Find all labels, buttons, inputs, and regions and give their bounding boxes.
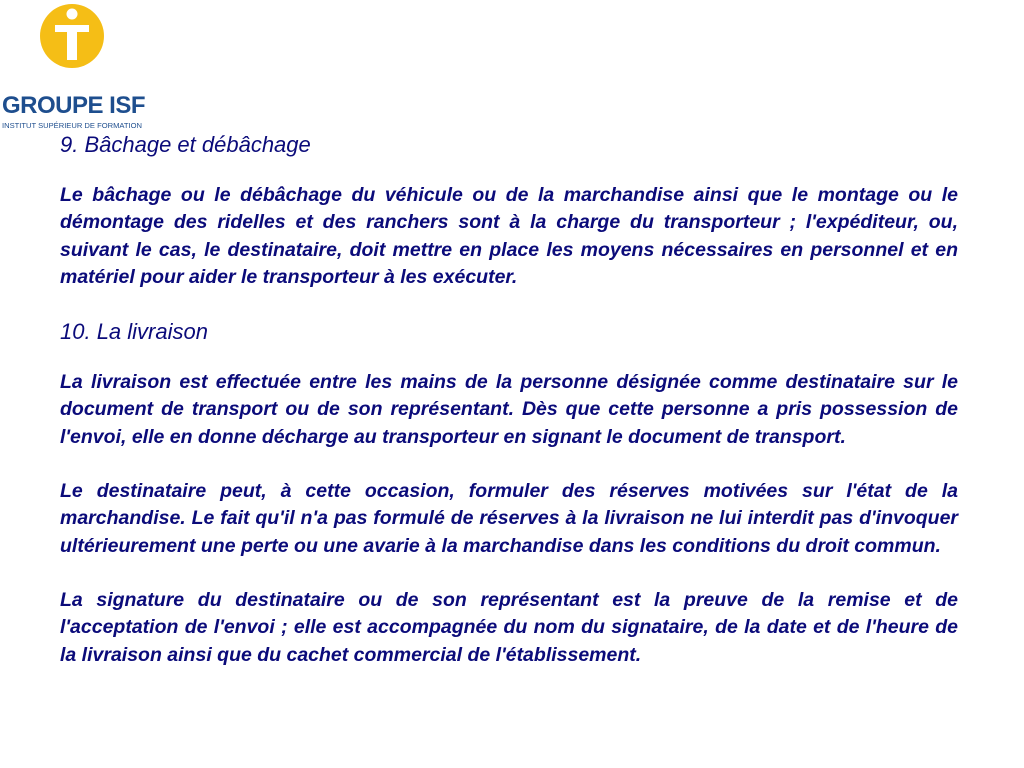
paragraph-bachage: Le bâchage ou le débâchage du véhicule ou de la marchandise ainsi que le montage ou le démontage des ridelles et des ranchers sont à la charge du transporteur ; l'expéditeur, ou, suivant le cas, le destinataire, doit mettre en place les moyens nécessaires en personnel et en matériel pour aider le transporteur à les exécuter. [60,184,958,288]
section-title-bachage: 9. Bâchage et débâchage [60,132,311,157]
paragraph-livraison-2: Le destinataire peut, à cette occasion, formuler des réserves motivées sur l'état de la marchandise. Le fait qu'il n'a pas formulé de réserves à la livraison ne lui interdit pas d'invoquer ultérieurement une perte ou une avarie à la marchandise dans les conditions du droit commun. [60,480,958,557]
groupe-isf-logo [0,0,150,132]
document-body [60,130,958,669]
logo-graphic [0,0,150,132]
logo-emblem-head [67,9,78,20]
logo-tagline: INSTITUT SUPÉRIEUR DE FORMATION [2,121,142,130]
paragraph-livraison-1: La livraison est effectuée entre les mains de la personne désignée comme destinataire sur le document de transport ou de son représentant. Dès que cette personne a pris possession de l'envoi, elle en donne décharge au transporteur en signant le document de transport. [60,371,958,448]
paragraph-livraison-3: La signature du destinataire ou de son représentant est la preuve de la remise et de l'acceptation de l'envoi ; elle est accompagnée du nom du signataire, de la date et de l'heure de la livraison ainsi que du cachet commercial de l'établissement. [60,588,958,666]
section-title-livraison: 10. La livraison [60,319,208,345]
logo-wordmark: GROUPE ISF [2,92,146,119]
